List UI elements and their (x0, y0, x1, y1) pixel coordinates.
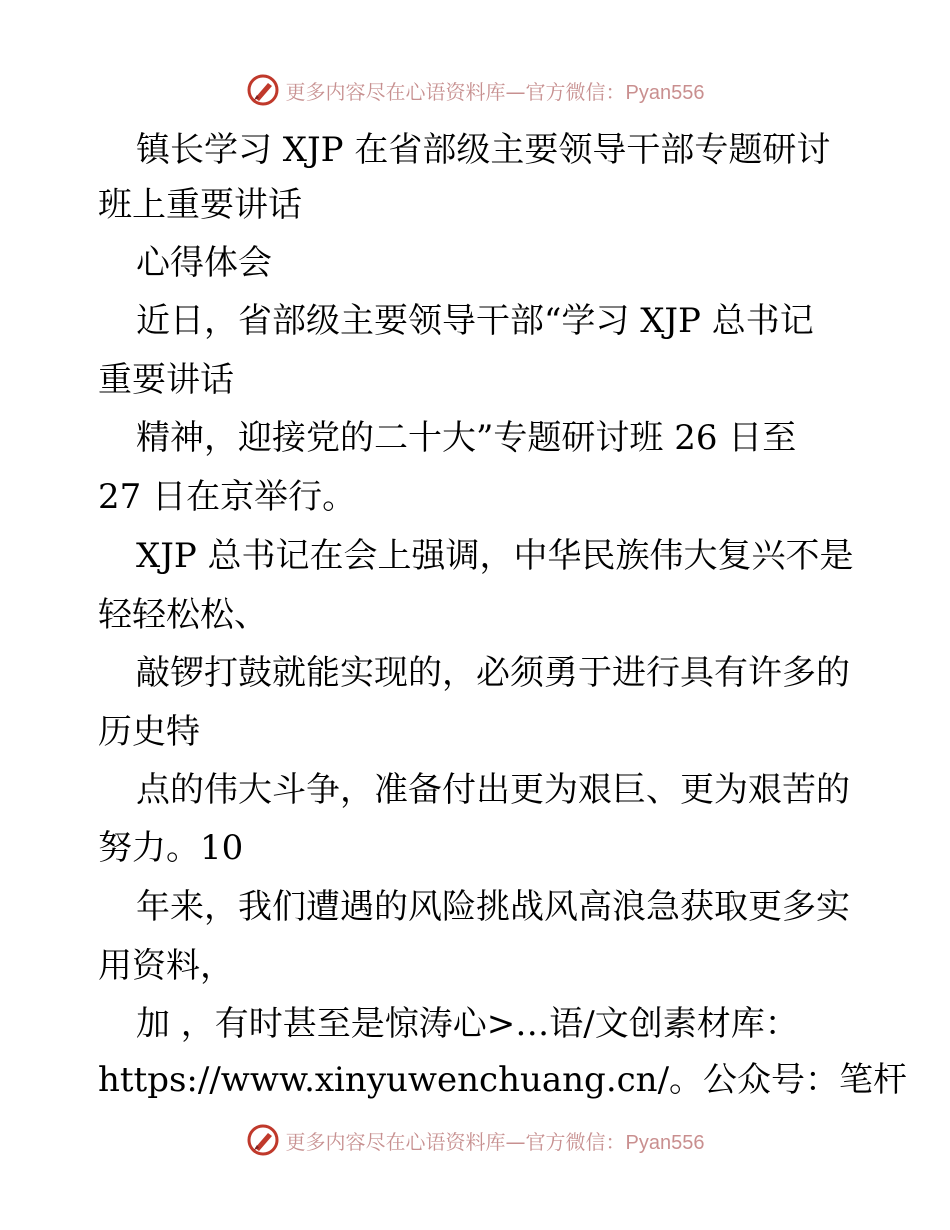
body-line: 精神，迎接党的二十大”专题研讨班 26 日至 (136, 418, 797, 458)
watermark-main-text: 更多内容尽在心语资料库 (285, 1129, 506, 1154)
body-line: 加 ，有时甚至是惊涛心>…语/文创素材库： (136, 1004, 799, 1044)
body-line: 敲锣打鼓就能实现的，必须勇于进行具有许多的 (136, 653, 850, 693)
body-line: 心得体会 (136, 243, 272, 283)
body-line: 努力。10 (98, 828, 244, 868)
watermark-dash: — (505, 79, 526, 104)
body-line: 近日，省部级主要领导干部“学习 XJP 总书记 (136, 301, 814, 341)
body-line: https://www.xinyuwenchuang.cn/。公众号：笔杆 (98, 1060, 908, 1100)
footer-watermark (0, 1120, 950, 1160)
watermark-main-text: 更多内容尽在心语资料库 (285, 79, 506, 104)
body-line: 点的伟大斗争，准备付出更为艰巨、更为艰苦的 (136, 770, 850, 810)
body-line: 镇长学习 XJP 在省部级主要领导干部专题研讨 (136, 130, 831, 170)
pen-logo-icon (246, 1123, 280, 1157)
body-line: 历史特 (98, 712, 200, 752)
body-line: 年来，我们遭遇的风险挑战风高浪急获取更多实 (136, 887, 850, 927)
body-line: 用资料， (98, 946, 234, 986)
watermark-dash: — (505, 1129, 526, 1154)
body-line: 轻轻松松、 (98, 595, 268, 635)
body-line: 27 日在京举行。 (98, 477, 357, 517)
body-line: 重要讲话 (98, 360, 234, 400)
body-line: XJP 总书记在会上强调，中华民族伟大复兴不是 (136, 536, 854, 576)
watermark-wechat-id: Pyan556 (625, 81, 705, 104)
body-line: 班上重要讲话 (98, 185, 302, 225)
watermark-wechat-label: 官方微信： (525, 1129, 626, 1154)
watermark-wechat-id: Pyan556 (625, 1131, 705, 1154)
watermark-wechat-label: 官方微信： (525, 79, 626, 104)
